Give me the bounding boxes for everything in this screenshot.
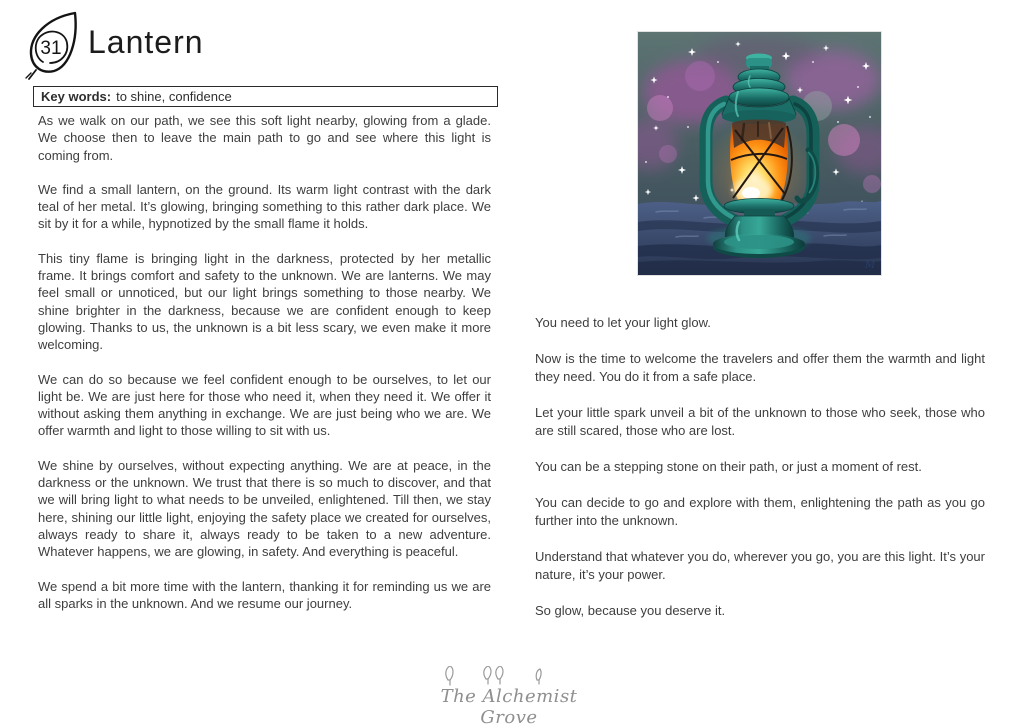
body-paragraph: You can be a stepping stone on their path, or just a moment of rest. — [535, 459, 922, 474]
keywords-box — [33, 86, 498, 107]
body-paragraph: You can decide to go and explore with them, enlightening the path as you go further into the unknown. — [535, 495, 985, 528]
keywords-value: to shine, confidence — [116, 89, 232, 104]
body-paragraph: Now is the time to welcome the travelers and offer them the warmth and light they need. You do it from a safe place. — [535, 351, 985, 384]
body-paragraph: We can do so because we feel confident enough to be ourselves, to let our light be. We are just here for those who need it, when they need it. We offer it without asking them anything in exchange. We are just being who we are. We offer warmth and light to those willing to sit with us. — [38, 371, 491, 439]
body-paragraph: We shine by ourselves, without expecting anything. We are at peace, in the darkness or the unknown. We trust that there is so much to discover, and that we will bring light to what needs to be unveiled, enlightened. Till then, we stay here, shining our little light, enjoying the safety place we created for ourselves, always ready to share it, always ready to be taken to a new adventure. Whatever happens, we are glowing, in safety. And everything is peaceful. — [38, 457, 491, 560]
brand-name: The Alchemist Grove — [440, 686, 578, 724]
body-paragraph: We find a small lantern, on the ground. Its warm light contrast with the dark teal of her metal. It’s glowing, bringing something to this rather dark place. We sit by it for a while, hypnotized by the small flame it holds. — [38, 181, 491, 232]
body-paragraph: So glow, because you deserve it. — [535, 603, 726, 618]
sprout-icons — [434, 666, 574, 686]
right-text-column — [535, 314, 985, 638]
body-paragraph: Understand that whatever you do, wherever you go, you are this light. It’s your nature, it’s your power. — [535, 549, 985, 582]
artist-signature: M — [864, 260, 876, 271]
left-text-column — [38, 112, 491, 629]
body-paragraph: Let your little spark unveil a bit of the unknown to those who seek, those who are still scared, those who are lost. — [535, 405, 985, 438]
body-paragraph: You need to let your light glow. — [535, 315, 711, 330]
lantern-illustration — [637, 31, 882, 276]
body-paragraph: We spend a bit more time with the lantern, thanking it for reminding us we are all sparks in the unknown. And we resume our journey. — [38, 578, 491, 611]
body-paragraph: This tiny flame is bringing light in the darkness, protected by her metallic frame. It brings comfort and safety to the unknown. We are lanterns. We may feel small or unnoticed, but our light brings something to those nearby. We shine brighter in the darkness, because we are confident enough to keep glowing. Thanks to us, the unknown is a bit less scary, we even make it more welcoming. — [38, 250, 491, 353]
keywords-label: Key words: — [41, 89, 112, 104]
brand-logo — [420, 666, 598, 724]
body-paragraph: As we walk on our path, we see this soft light nearby, glowing from a glade. We choose then to leave the main path to go and see where this light is coming from. — [38, 113, 491, 163]
page-number: 31 — [40, 38, 62, 59]
leaf-number-icon — [22, 10, 88, 84]
page-title: Lantern — [88, 24, 204, 60]
